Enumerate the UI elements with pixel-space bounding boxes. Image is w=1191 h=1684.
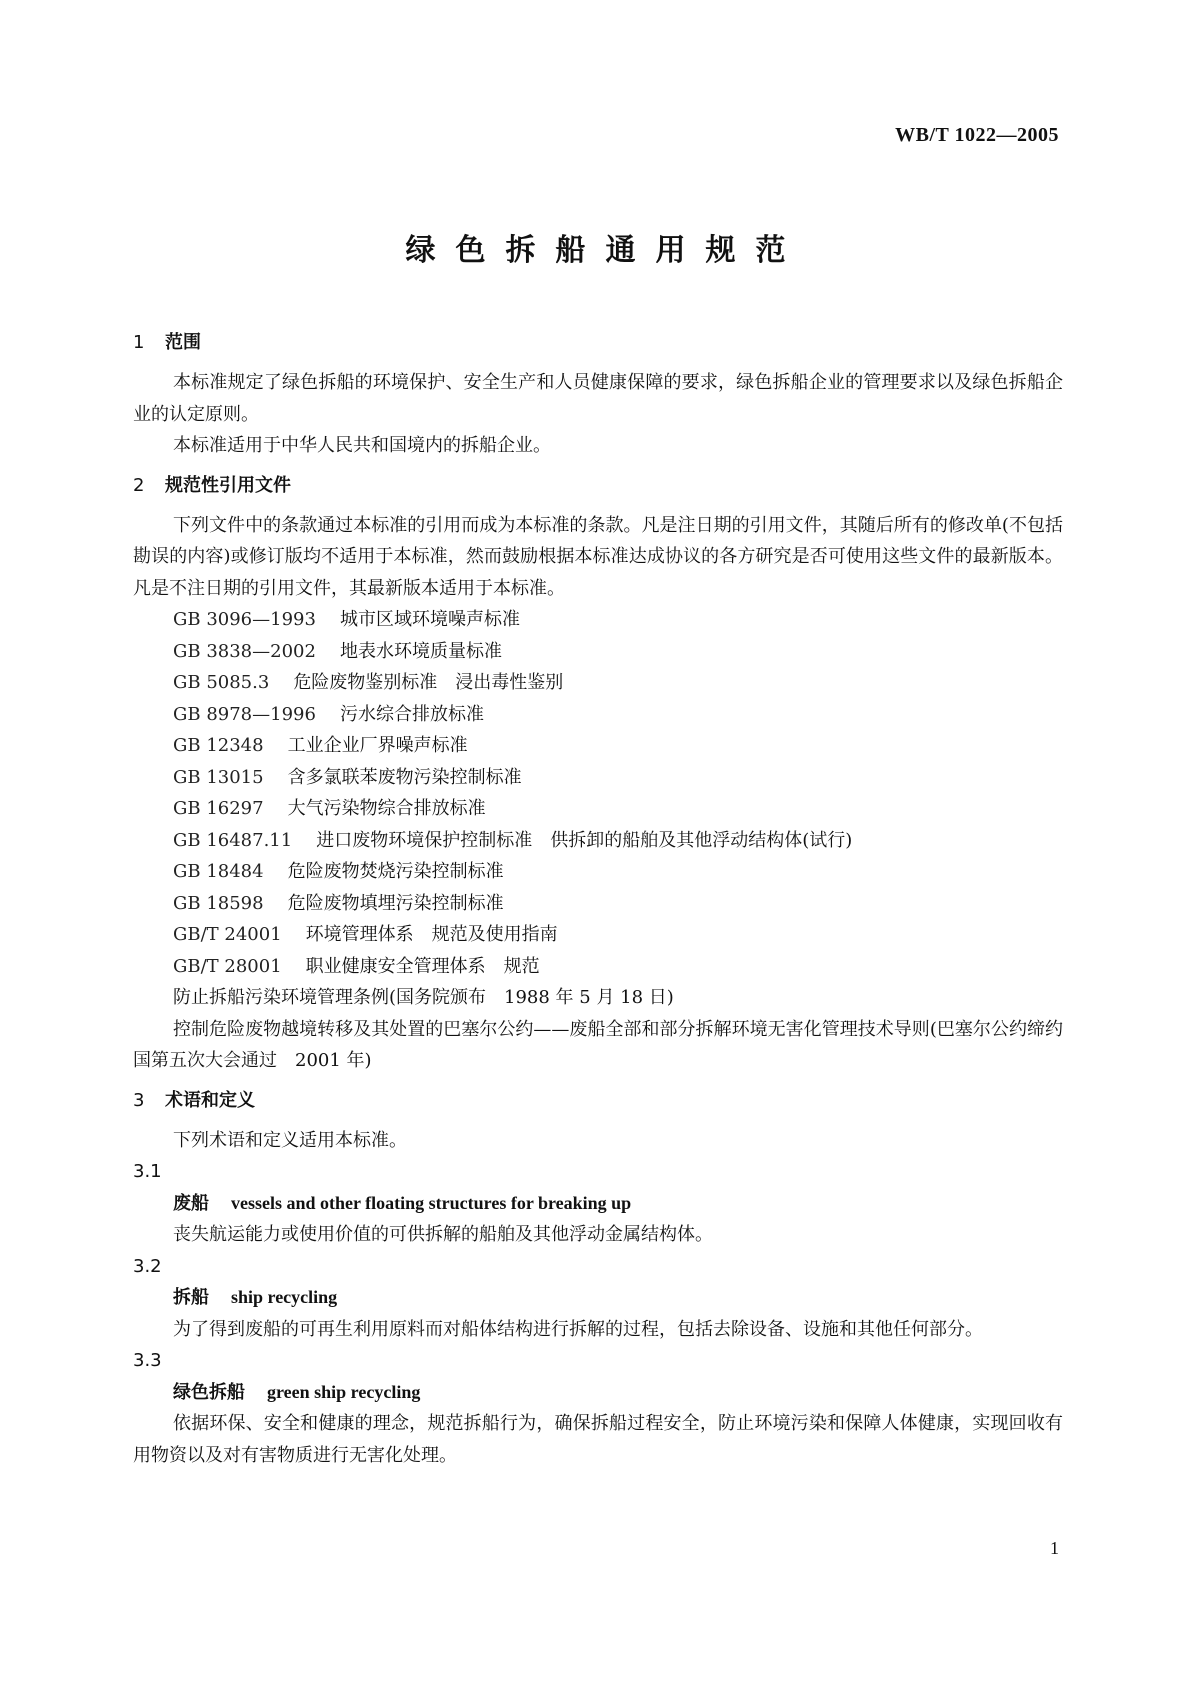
term-definition: 为了得到废船的可再生利用原料而对船体结构进行拆解的过程，包括去除设备、设施和其他任何部分。 [173,1318,983,1340]
reference-name: 职业健康安全管理体系 规范 [305,955,540,977]
section-number: 3 [133,1089,145,1111]
reference-code: GB 5085.3 [173,672,270,693]
paragraph: 下列术语和定义适用本标准。 [173,1129,407,1151]
term-number: 3.1 [133,1161,162,1182]
reference-code: GB 16487.11 [173,829,293,851]
term-english: green ship recycling [267,1381,421,1402]
document-body [133,327,1063,1471]
reference-item [133,888,1063,920]
term-chinese: 绿色拆船 [173,1381,245,1403]
reference-item [133,762,1063,794]
reference-item: 防止拆船污染环境管理条例(国务院颁布 1988 年 5 月 18 日) [173,987,674,1008]
reference-name: 环境管理体系 规范及使用指南 [305,924,558,945]
term-heading [133,1282,1063,1314]
reference-item [133,604,1063,636]
term-english: vessels and other floating structures for breaking up [231,1192,632,1213]
section-title: 范围 [165,332,201,353]
reference-item [133,667,1063,699]
section-heading [133,327,1063,358]
term-chinese: 拆船 [173,1287,209,1308]
paragraph: 控制危险废物越境转移及其处置的巴塞尔公约——废船全部和部分拆解环境无害化管理技术导则(巴塞尔公约缔约国第五次大会通过 2001 年) [133,1018,1063,1071]
section-heading [133,470,1063,501]
term-english: ship recycling [231,1287,338,1307]
section-heading [133,1085,1063,1116]
term-heading [133,1188,1063,1220]
term-heading [133,1377,1063,1409]
reference-code: GB 18598 [173,892,264,914]
reference-code: GB 16297 [173,798,264,819]
reference-item [133,825,1063,857]
reference-item [133,699,1063,731]
reference-name: 危险废物鉴别标准 浸出毒性鉴别 [293,672,564,693]
reference-item [133,919,1063,951]
reference-item [133,730,1063,762]
reference-item [133,636,1063,668]
reference-code: GB/T 24001 [173,924,282,945]
reference-name: 危险废物焚烧污染控制标准 [287,861,504,882]
reference-name: 大气污染物综合排放标准 [287,798,486,819]
term-chinese: 废船 [173,1192,209,1214]
document-code: WB/T 1022—2005 [895,124,1059,146]
section-number: 1 [133,332,145,353]
reference-item [133,856,1063,888]
reference-name: 危险废物填埋污染控制标准 [287,892,504,914]
document-title: 绿色拆船通用规范 [405,233,806,268]
term-definition: 依据环保、安全和健康的理念，规范拆船行为，确保拆船过程安全，防止环境污染和保障人体健康，实现回收有用物资以及对有害物质进行无害化处理。 [133,1413,1063,1466]
reference-code: GB 18484 [173,861,264,882]
reference-code: GB/T 28001 [173,955,282,977]
term-number: 3.2 [133,1255,162,1277]
reference-item [133,793,1063,825]
reference-name: 污水综合排放标准 [339,703,484,725]
paragraph: 本标准规定了绿色拆船的环境保护、安全生产和人员健康保障的要求，绿色拆船企业的管理要求以及绿色拆船企业的认定原则。 [133,372,1063,425]
term-number: 3.3 [133,1350,162,1371]
section-title: 术语和定义 [165,1089,255,1111]
reference-code: GB 8978—1996 [173,703,316,725]
reference-code: GB 12348 [173,735,264,756]
reference-name: 地表水环境质量标准 [339,640,502,662]
page-number: 1 [1050,1538,1059,1558]
reference-name: 进口废物环境保护控制标准 供拆卸的船舶及其他浮动结构体(试行) [316,829,853,851]
paragraph: 本标准适用于中华人民共和国境内的拆船企业。 [173,435,551,456]
reference-name: 城市区域环境噪声标准 [339,609,520,630]
section-title: 规范性引用文件 [165,474,291,496]
section-number: 2 [133,474,145,496]
reference-code: GB 3096—1993 [173,609,316,630]
reference-code: GB 3838—2002 [173,640,316,662]
reference-code: GB 13015 [173,766,264,788]
reference-name: 含多氯联苯废物污染控制标准 [287,766,522,788]
paragraph: 下列文件中的条款通过本标准的引用而成为本标准的条款。凡是注日期的引用文件，其随后所有的修改单(不包括勘误的内容)或修订版均不适用于本标准，然而鼓励根据本标准达成协议的各方研究是否可使用这些文件的最新版本。凡是不注日期的引用文件，其最新版本适用于本标准。 [133,514,1063,599]
reference-name: 工业企业厂界噪声标准 [287,735,468,756]
reference-item [133,951,1063,983]
term-definition: 丧失航运能力或使用价值的可供拆解的船舶及其他浮动金属结构体。 [173,1224,713,1245]
